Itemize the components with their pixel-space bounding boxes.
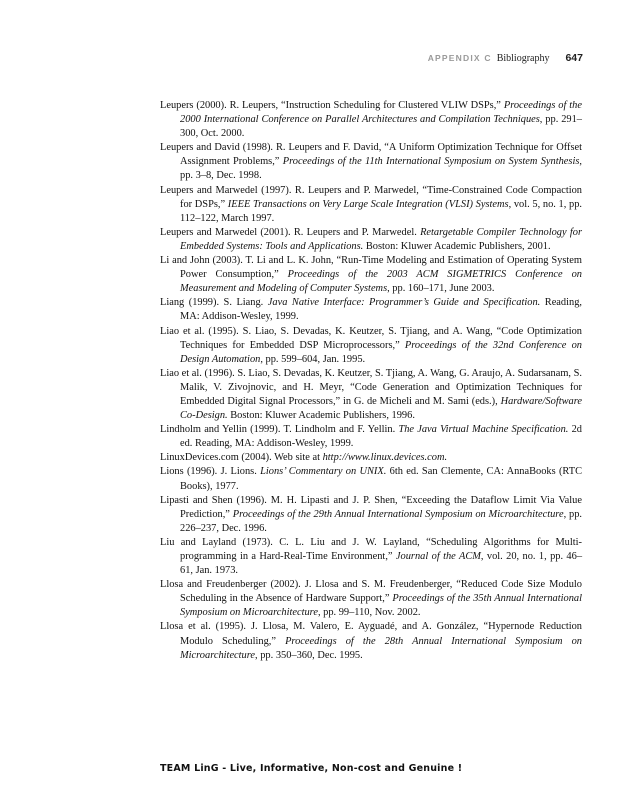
- bibliography-entry: [160, 141, 582, 183]
- entry-italic-title: The Java Virtual Machine Specification.: [398, 424, 569, 436]
- entry-text: Llosa et al. (1995). J. Llosa, M. Valero, E. Ayguadé, and A. González, “Hypernode Reduction Modulo Scheduling,”: [160, 621, 582, 647]
- entry-italic-title: Journal of the ACM: [395, 551, 481, 562]
- entry-italic-title: Hardware/Software Co-Design.: [180, 395, 582, 422]
- entry-text: Liang (1999). S. Liang.: [160, 297, 268, 309]
- entry-text: Reading, MA: Addison-Wesley, 1999.: [180, 297, 582, 323]
- entry-text: Leupers (2000). R. Leupers, “Instruction Scheduling for Clustered VLIW DSPs,”: [160, 100, 504, 111]
- bibliography-entry: [160, 184, 582, 226]
- entry-text: Llosa and Freudenberger (2002). J. Llosa and S. M. Freudenberger, “Reduced Code Size Modulo Scheduling in the Absence of Hardware Support,”: [160, 579, 582, 605]
- entry-italic-title: Proceedings of the 29th Annual International Symposium on Microarchitecture: [232, 508, 564, 520]
- entry-text: , pp. 99–110, Nov. 2002.: [317, 607, 421, 619]
- bibliography-entry: [160, 296, 582, 324]
- entry-text: Liao et al. (1995). S. Liao, S. Devadas, K. Keutzer, S. Tjiang, and A. Wang, “Code Optimization Techniques for Embedded DSP Microprocessors,”: [160, 325, 582, 351]
- entry-text: Lipasti and Shen (1996). M. H. Lipasti and J. P. Shen, “Exceeding the Dataflow Limit Via Value Prediction,”: [160, 494, 582, 520]
- entry-text: Leupers and Marwedel (1997). R. Leupers and P. Marwedel, “Time-Constrained Code Compaction for DSPs,”: [160, 184, 582, 210]
- entry-text: , pp. 291–300, Oct. 2000.: [180, 114, 582, 140]
- entry-text: , pp. 599–604, Jan. 1995.: [260, 353, 366, 365]
- entry-italic-title: Retargetable Compiler Technology for Embedded Systems: Tools and Applications.: [180, 226, 582, 252]
- entry-italic-title: Proceedings of the 2003 ACM SIGMETRICS Conference on Measurement and Modeling of Computer Systems: [180, 269, 582, 295]
- entry-text: Li and John (2003). T. Li and L. K. John, “Run-Time Modeling and Estimation of Operating System Power Consumption,”: [160, 255, 582, 281]
- appendix-label: APPENDIX C: [427, 53, 492, 63]
- entry-text: Lindholm and Yellin (1999). T. Lindholm and F. Yellin.: [160, 424, 399, 436]
- entry-italic-title: IEEE Transactions on Very Large Scale Integration (VLSI) Systems: [227, 198, 509, 210]
- entry-italic-title: Proceedings of the 35th Annual International Symposium on Microarchitecture: [180, 593, 582, 619]
- bibliography-entry: [160, 494, 582, 536]
- entry-text: , vol. 5, no. 1, pp. 112–122, March 1997.: [180, 198, 583, 224]
- entry-text: LinuxDevices.com (2004). Web site at: [160, 452, 323, 464]
- page-number: 647: [565, 52, 583, 64]
- running-header: [428, 52, 583, 64]
- entry-text: Liu and Layland (1973). C. L. Liu and J. W. Layland, “Scheduling Algorithms for Multi-programming in a Hard-Real-Time Environment,”: [160, 536, 582, 562]
- bibliography-entry: [160, 226, 582, 254]
- entry-italic-title: Lions’ Commentary on UNIX.: [260, 466, 387, 478]
- entry-text: , pp. 226–237, Dec. 1996.: [180, 508, 582, 534]
- entry-text: Leupers and David (1998). R. Leupers and F. David, “A Uniform Optimization Technique for Offset Assignment Problems,”: [160, 142, 582, 168]
- entry-italic-title: Proceedings of the 28th Annual International Symposium on Microarchitecture: [180, 635, 582, 661]
- bibliography-entry: [160, 367, 582, 423]
- bibliography-entry: [160, 99, 582, 141]
- entry-text: 2d ed. Reading, MA: Addison-Wesley, 1999.: [180, 424, 582, 450]
- entry-text: Lions (1996). J. Lions.: [160, 466, 261, 478]
- entry-italic-title: Proceedings of the 2000 International Conference on Parallel Architectures and Compilation Techniques: [180, 100, 582, 126]
- entry-text: Leupers and Marwedel (2001). R. Leupers and P. Marwedel.: [160, 226, 421, 238]
- entry-text: , pp. 350–360, Dec. 1995.: [255, 649, 363, 661]
- entry-italic-title: Proceedings of the 32nd Conference on Design Automation: [180, 339, 582, 365]
- bibliography-entry: [160, 578, 582, 620]
- entry-text: , pp. 3–8, Dec. 1998.: [180, 156, 582, 182]
- entry-text: 6th ed. San Clemente, CA: AnnaBooks (RTC Books), 1977.: [180, 466, 582, 492]
- entry-text: , vol. 20, no. 1, pp. 46–61, Jan. 1973.: [180, 551, 583, 577]
- bibliography-entry: [160, 325, 582, 367]
- footer-watermark: TEAM LinG - Live, Informative, Non-cost and Genuine !: [160, 763, 463, 774]
- entry-text: Liao et al. (1996). S. Liao, S. Devadas, K. Keutzer, S. Tjiang, A. Wang, G. Araujo, A. Sudarsanam, S. Malik, V. Zivojnovic, and H. Meyr, “Code Generation and Optimization Techniques for Embedded Digital Signal Processors,” in G. de Micheli and M. Sami (eds.),: [160, 367, 582, 407]
- bibliography-entry: [160, 451, 582, 465]
- bibliography-entry: [160, 465, 582, 493]
- entry-text: Boston: Kluwer Academic Publishers, 1996.: [227, 410, 415, 422]
- entry-text: Boston: Kluwer Academic Publishers, 2001.: [363, 240, 551, 252]
- bibliography-list: [160, 99, 582, 663]
- bibliography-entry: [160, 620, 582, 662]
- section-title: Bibliography: [496, 53, 550, 64]
- bibliography-entry: [160, 423, 582, 451]
- entry-italic-title: Proceedings of the 11th International Symposium on System Synthesis: [282, 156, 580, 168]
- bibliography-entry: [160, 536, 582, 578]
- entry-italic-title: Java Native Interface: Programmer’s Guide and Specification.: [267, 297, 541, 309]
- bibliography-entry: [160, 254, 582, 296]
- entry-italic-title: http://www.linux.devices.com.: [322, 452, 448, 464]
- entry-text: , pp. 160–171, June 2003.: [387, 283, 495, 295]
